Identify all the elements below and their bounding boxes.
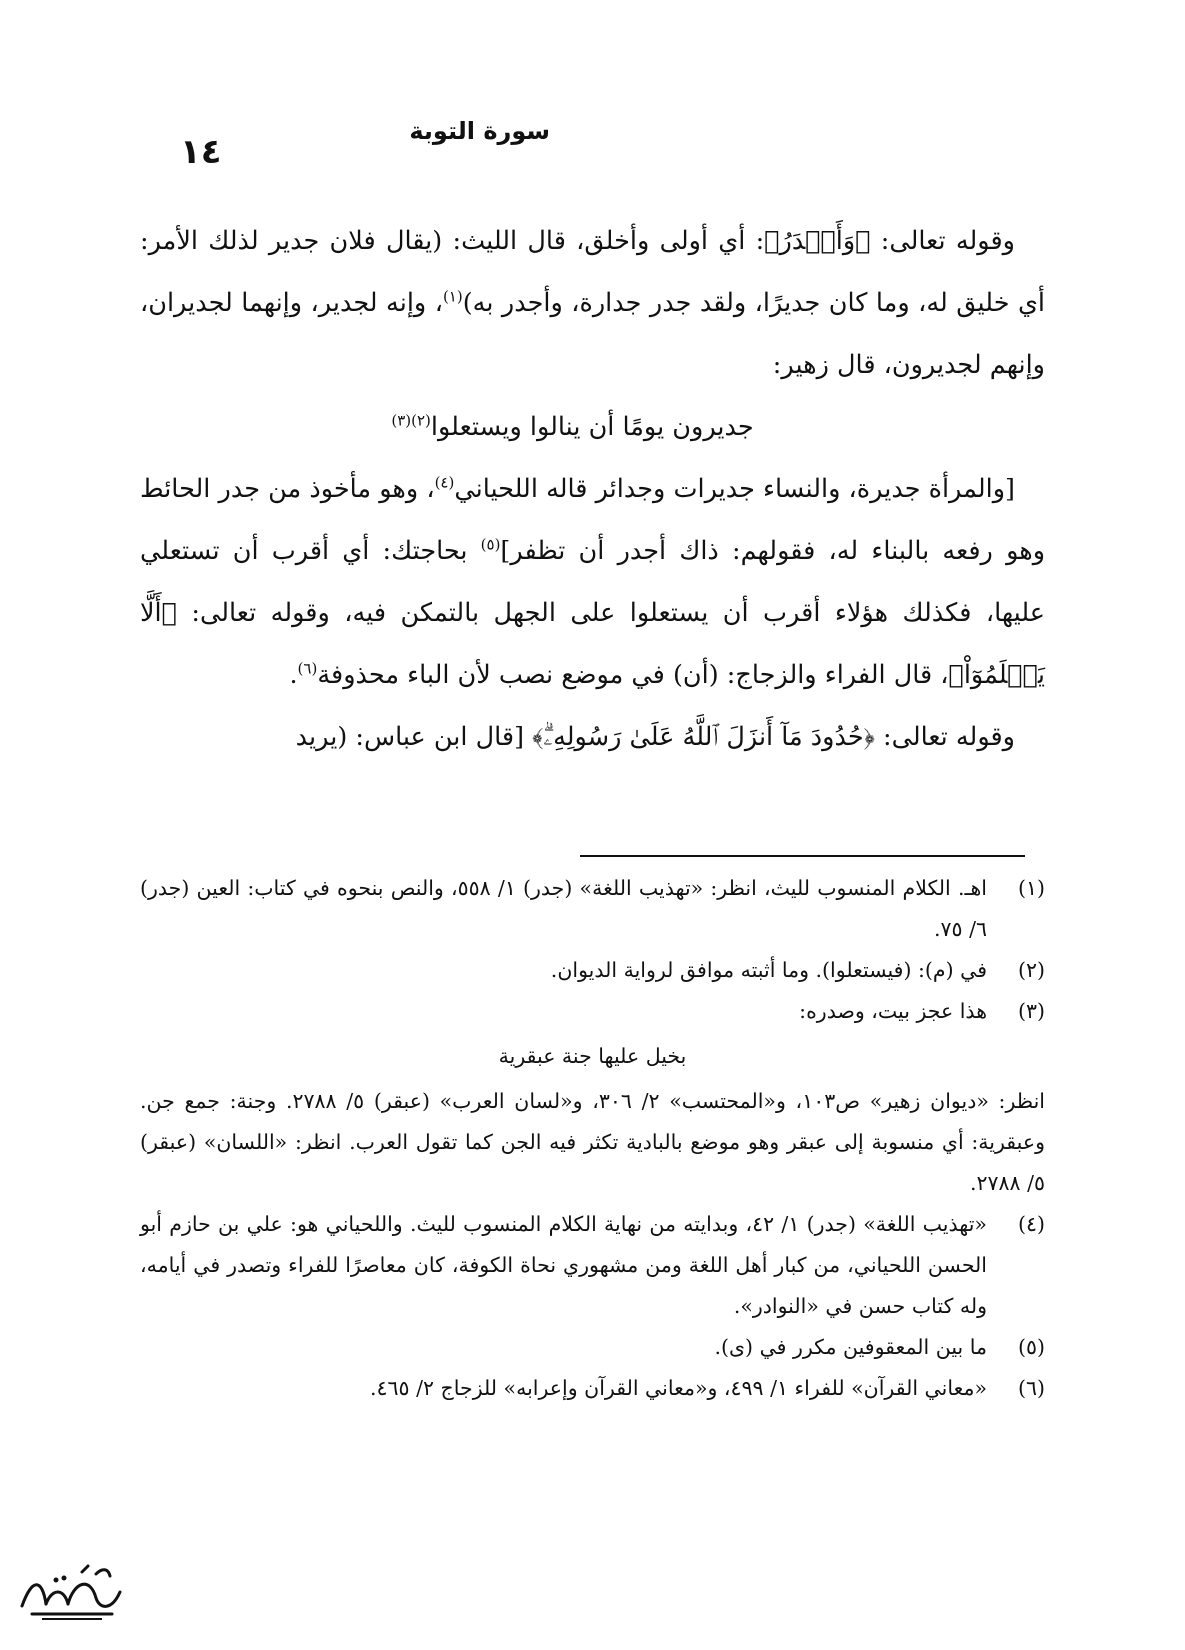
library-logo <box>12 1558 130 1628</box>
para1-line2: فلان جدير لذلك الأمر: أي خليق له، وما كان جديرًا، ولقد جدر جدارة، <box>140 226 1045 318</box>
poetry-verse <box>140 396 1045 458</box>
footnote-3-verse: بخيل عليها جنة عبقرية <box>498 1044 687 1068</box>
page-number: ١٤ <box>180 132 222 172</box>
para2-a: [والمرأة جديرة، والنساء جديرات وجدائر قاله اللحياني <box>454 474 1015 504</box>
footnote-1 <box>140 868 1045 950</box>
footnote-ref-2-3[interactable]: (٢)(٣) <box>391 411 431 430</box>
footnote-number: (١) <box>1017 876 1045 900</box>
para2-b: ، وهو مأخوذ من جدر الحائط وهو رفعه بالبناء له، فقولهم: ذاك أجدر أن تظفر] <box>140 474 1046 566</box>
footnote-6 <box>140 1368 1045 1409</box>
footnote-text: «تهذيب اللغة» (جدر) ١/ ٤٢، وبدايته من نهاية الكلام المنسوب لليث. واللحياني هو: علي بن حازم أبو الحسن اللحياني، من كبار أهل اللغة ومن مشهوري نحاة الكوفة، كان معاصرًا للفراء وتصدر في أيامه، وله كتاب حسن في «النوادر». <box>140 1212 987 1318</box>
footnote-number: (٤) <box>1017 1212 1045 1236</box>
footnote-number: (٦) <box>1017 1376 1045 1400</box>
page-header <box>140 112 1045 172</box>
footnote-text: «معاني القرآن» للفراء ١/ ٤٩٩، و«معاني القرآن وإعرابه» للزجاج ٢/ ٤٦٥. <box>370 1376 987 1400</box>
main-text <box>140 210 1045 768</box>
footnote-5 <box>140 1327 1045 1368</box>
verse-text: جديرون يومًا أن ينالوا ويستعلوا <box>430 412 754 442</box>
footnote-text: اهـ. الكلام المنسوب لليث، انظر: «تهذيب اللغة» (جدر) ١/ ٥٥٨، والنص بنحوه في كتاب: العين (جدر) ٦/ ٧٥. <box>140 876 987 941</box>
footnote-ref-1[interactable]: (١) <box>442 287 463 306</box>
para1-line3b: ، وإنه لجدير، وإنهما لجديران، وإنهم لجديرون، قال زهير: <box>140 288 1045 380</box>
paragraph-3 <box>140 706 1045 768</box>
footnote-number: (٢) <box>1017 958 1045 982</box>
footnotes <box>140 868 1045 1409</box>
surah-title: سورة التوبة <box>409 117 550 145</box>
footnote-3-continuation: انظر: «ديوان زهير» ص١٠٣، و«المحتسب» ٢/ ٣٠٦، و«لسان العرب» (عبقر) ٥/ ٢٧٨٨. وجنة: جمع جن. وعبقرية: أي منسوبة إلى عبقر وهو موضع بالبادية تكثر فيه الجن كما تقول العرب. انظر: «اللسان» (عبقر) ٥/ ٢٧٨٨. <box>140 1089 1045 1195</box>
footnote-text: في (م): (فيستعلوا). وما أثبته موافق لرواية الديوان. <box>550 958 987 982</box>
para1-line3a: وأجدر به) <box>462 288 563 318</box>
paragraph-1 <box>140 210 1045 396</box>
footnote-number: (٥) <box>1017 1335 1045 1359</box>
footnote-4 <box>140 1204 1045 1327</box>
footnote-text: ما بين المعقوفين مكرر في (ى). <box>714 1335 987 1359</box>
footnote-number: (٣) <box>1017 999 1045 1023</box>
para1-line1: وقوله تعالى: ﴿وَأَجۡدَرُ﴾: أي أولى وأخلق، قال الليث: (يقال <box>385 226 1015 256</box>
footnote-ref-5[interactable]: (٥) <box>480 535 501 554</box>
footnote-2 <box>140 950 1045 991</box>
para3: وقوله تعالى: ﴿حُدُودَ مَآ أَنزَلَ ٱللَّهُ عَلَىٰ رَسُولِهِۦۗ﴾ [قال ابن عباس: (يريد <box>295 722 1015 752</box>
footnote-ref-6[interactable]: (٦) <box>297 659 318 678</box>
paragraph-2 <box>140 458 1045 706</box>
footnote-ref-4[interactable]: (٤) <box>434 473 455 492</box>
footnote-text: هذا عجز بيت، وصدره: <box>799 999 987 1023</box>
footnote-separator <box>580 855 1025 857</box>
para2-c: بحاجتك: أي أقرب أن تستعلي عليها، فكذلك هؤلاء أقرب أن يستعلوا على الجهل بالتمكن فيه، وقوله تعالى: ﴿أَلَّا يَعۡلَمُوٓاْ﴾، قال الفراء والزجاج: (أن) في موضع نصب لأن الباء محذوفة <box>140 536 1045 690</box>
footnote-3 <box>140 991 1045 1032</box>
para2-d: . <box>289 660 298 690</box>
